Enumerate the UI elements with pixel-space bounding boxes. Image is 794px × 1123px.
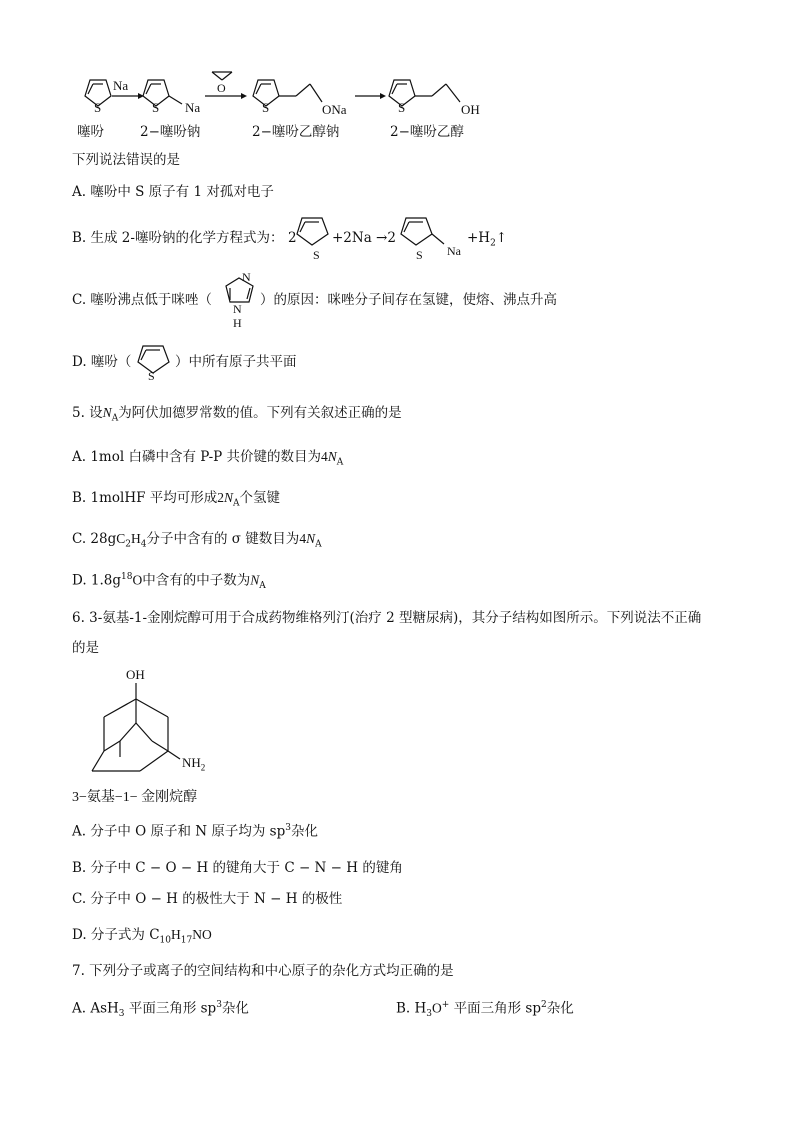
nh-text: NH [182, 755, 201, 770]
q7-option-b [396, 1000, 574, 1020]
q5-b-number: 2 [217, 490, 225, 505]
q5-stem [72, 405, 402, 424]
na-subscript: A [111, 413, 119, 424]
q5-stem-rest: 为阿伏加德罗常数的值。下列有关叙述正确的是 [118, 405, 402, 421]
gas-arrow: ↑ [495, 230, 508, 246]
epoxide-structure [212, 72, 232, 80]
q6-d-rest: NO [192, 927, 212, 942]
oh-label: OH [461, 102, 480, 117]
q5-c-number: 4 [299, 531, 307, 546]
q5-c-mid: 分子中含有的 σ 键数目为 [146, 531, 300, 547]
q4-option-b-end [467, 230, 507, 249]
q7-b-oxygen: O [432, 1000, 442, 1016]
q4-option-b-coef: 2 [288, 230, 297, 246]
q6-d-carbon-count: 10 [159, 935, 171, 946]
q5-b-na-sub: A [233, 498, 240, 509]
sulfur-label-1: S [94, 100, 102, 115]
q4-stem: 下列说法错误的是 [72, 152, 180, 168]
q4-option-c-prefix: C. 噻吩沸点低于咪唑（ [72, 292, 212, 308]
q7-b-rest: 杂化 [546, 1000, 574, 1017]
q5-option-b [72, 490, 280, 509]
q5-b-na: N [224, 490, 234, 505]
q5-c-hydrogen-sub: 4 [140, 539, 147, 550]
h-label: +H [467, 230, 491, 246]
q5-b-rest: 个氢键 [239, 490, 281, 506]
q6-d-hydrogen: H [171, 927, 181, 942]
sulfur-label-4: S [398, 100, 406, 115]
sodium-label-2: Na [185, 100, 201, 115]
q5-d-mid: 中含有的中子数为 [142, 572, 251, 589]
label-thiophene-ethanol-sodium: 2−噻吩乙醇钠 [252, 124, 340, 140]
q7-stem: 7. 下列分子或离子的空间结构和中心原子的杂化方式均正确的是 [72, 963, 454, 979]
q5-c-text: C. 28g [72, 531, 117, 547]
q5-d-oxygen: O [132, 572, 143, 588]
label-thiophene: 噻吩 [77, 124, 104, 140]
imidazole-n: N [242, 270, 251, 284]
ona-label: ONa [322, 102, 347, 117]
q5-d-mass-number: 18 [121, 572, 133, 582]
sulfur-label-2: S [152, 100, 160, 115]
q4b-sulfur-2: S [416, 248, 423, 262]
q6-structure-caption: 3−氨基−1− 金刚烷醇 [72, 790, 198, 805]
q7-b-mid: 平面三角形 sp [449, 1000, 541, 1017]
q5-stem-prefix: 5. 设 [72, 405, 103, 421]
q5-c-na: N [306, 531, 316, 546]
imidazole-nh-n: N [233, 302, 242, 316]
amino-label [182, 755, 205, 773]
q7-b-sup: 2 [540, 1000, 547, 1010]
q5-option-a [72, 449, 343, 468]
na-symbol: N [102, 405, 112, 420]
q6-stem-line2: 的是 [72, 640, 99, 656]
reagent-na: Na [113, 78, 129, 93]
label-thiophene-ethanol: 2−噻吩乙醇 [390, 124, 464, 140]
q5-a-na-sub: A [336, 457, 344, 468]
q6-option-d [72, 927, 212, 946]
hydroxyl-label: OH [126, 667, 145, 682]
q7-b-sub: 3 [426, 1009, 433, 1020]
q5-option-c [72, 531, 322, 550]
epoxide-oxygen: O [217, 81, 226, 95]
q5-d-text: D. 1.8g [72, 572, 122, 589]
q7-a-formula: A. AsH [72, 1000, 119, 1017]
h2-subscript: 2 [490, 238, 496, 249]
q7-b-charge: + [441, 1000, 450, 1010]
q7-a-rest: 杂化 [221, 1000, 249, 1017]
q6-d-hydrogen-count: 17 [180, 935, 193, 946]
q7-b-formula: B. H [396, 1000, 427, 1017]
q6-option-a [72, 823, 318, 840]
label-thienyl-sodium: 2−噻吩钠 [140, 124, 201, 140]
q5-b-text: B. 1molHF 平均可形成 [72, 490, 218, 506]
sulfur-label-3: S [262, 100, 270, 115]
q5-a-text: A. 1mol 白磷中含有 P-P 共价键的数目为 [72, 449, 322, 465]
aminoadamantanol-structure [80, 665, 230, 780]
q5-a-number: 4 [321, 449, 328, 464]
q5-c-carbon: C [116, 531, 126, 546]
q4-option-d-rest: ）中所有原子共平面 [175, 354, 297, 370]
q6-option-b: B. 分子中 C − O − H 的键角大于 C − N − H 的键角 [72, 860, 403, 876]
q6-a-sup: 3 [285, 823, 291, 833]
q4-option-b-prefix: B. 生成 2-噻吩钠的化学方程式为： [72, 230, 284, 246]
q4-option-b-middle: +2Na →2 [332, 230, 396, 246]
q4b-sulfur-1: S [313, 248, 320, 262]
imidazole-h: H [233, 316, 242, 330]
q6-a-text: A. 分子中 O 原子和 N 原子均为 sp [72, 823, 286, 840]
q5-d-na: N [250, 572, 260, 588]
q5-c-carbon-sub: 2 [125, 539, 132, 550]
q6-option-c: C. 分子中 O − H 的极性大于 N − H 的极性 [72, 891, 343, 907]
q4b-sodium: Na [447, 244, 461, 258]
q5-c-hydrogen: H [131, 531, 141, 546]
q7-a-sup: 3 [216, 1000, 222, 1010]
q4-option-a: A. 噻吩中 S 原子有 1 对孤对电子 [72, 184, 274, 200]
q6-a-rest: 杂化 [290, 823, 318, 840]
q7-a-mid: 平面三角形 sp [124, 1000, 217, 1017]
q5-a-na: N [327, 449, 337, 464]
q5-d-na-sub: A [259, 581, 266, 592]
q5-option-d [72, 572, 266, 592]
q4-option-c-rest: ）的原因：咪唑分子间存在氢键，使熔、沸点升高 [260, 292, 557, 308]
q4d-thiophene-structure [137, 342, 177, 382]
q5-c-na-sub: A [315, 539, 322, 550]
q4d-sulfur: S [148, 369, 155, 383]
q7-a-sub: 3 [118, 1009, 125, 1020]
q6-d-text: D. 分子式为 C [72, 927, 160, 943]
thienyl-sodium-structure [143, 80, 182, 106]
q4-option-d-prefix: D. 噻吩（ [72, 354, 132, 370]
q6-stem-line1: 6. 3-氨基-1-金刚烷醇可用于合成药物维格列汀(治疗 2 型糖尿病)，其分子结构如图所示。下列说法不正确 [72, 610, 702, 626]
q7-option-a [72, 1000, 249, 1020]
nh-subscript: 2 [200, 762, 206, 773]
